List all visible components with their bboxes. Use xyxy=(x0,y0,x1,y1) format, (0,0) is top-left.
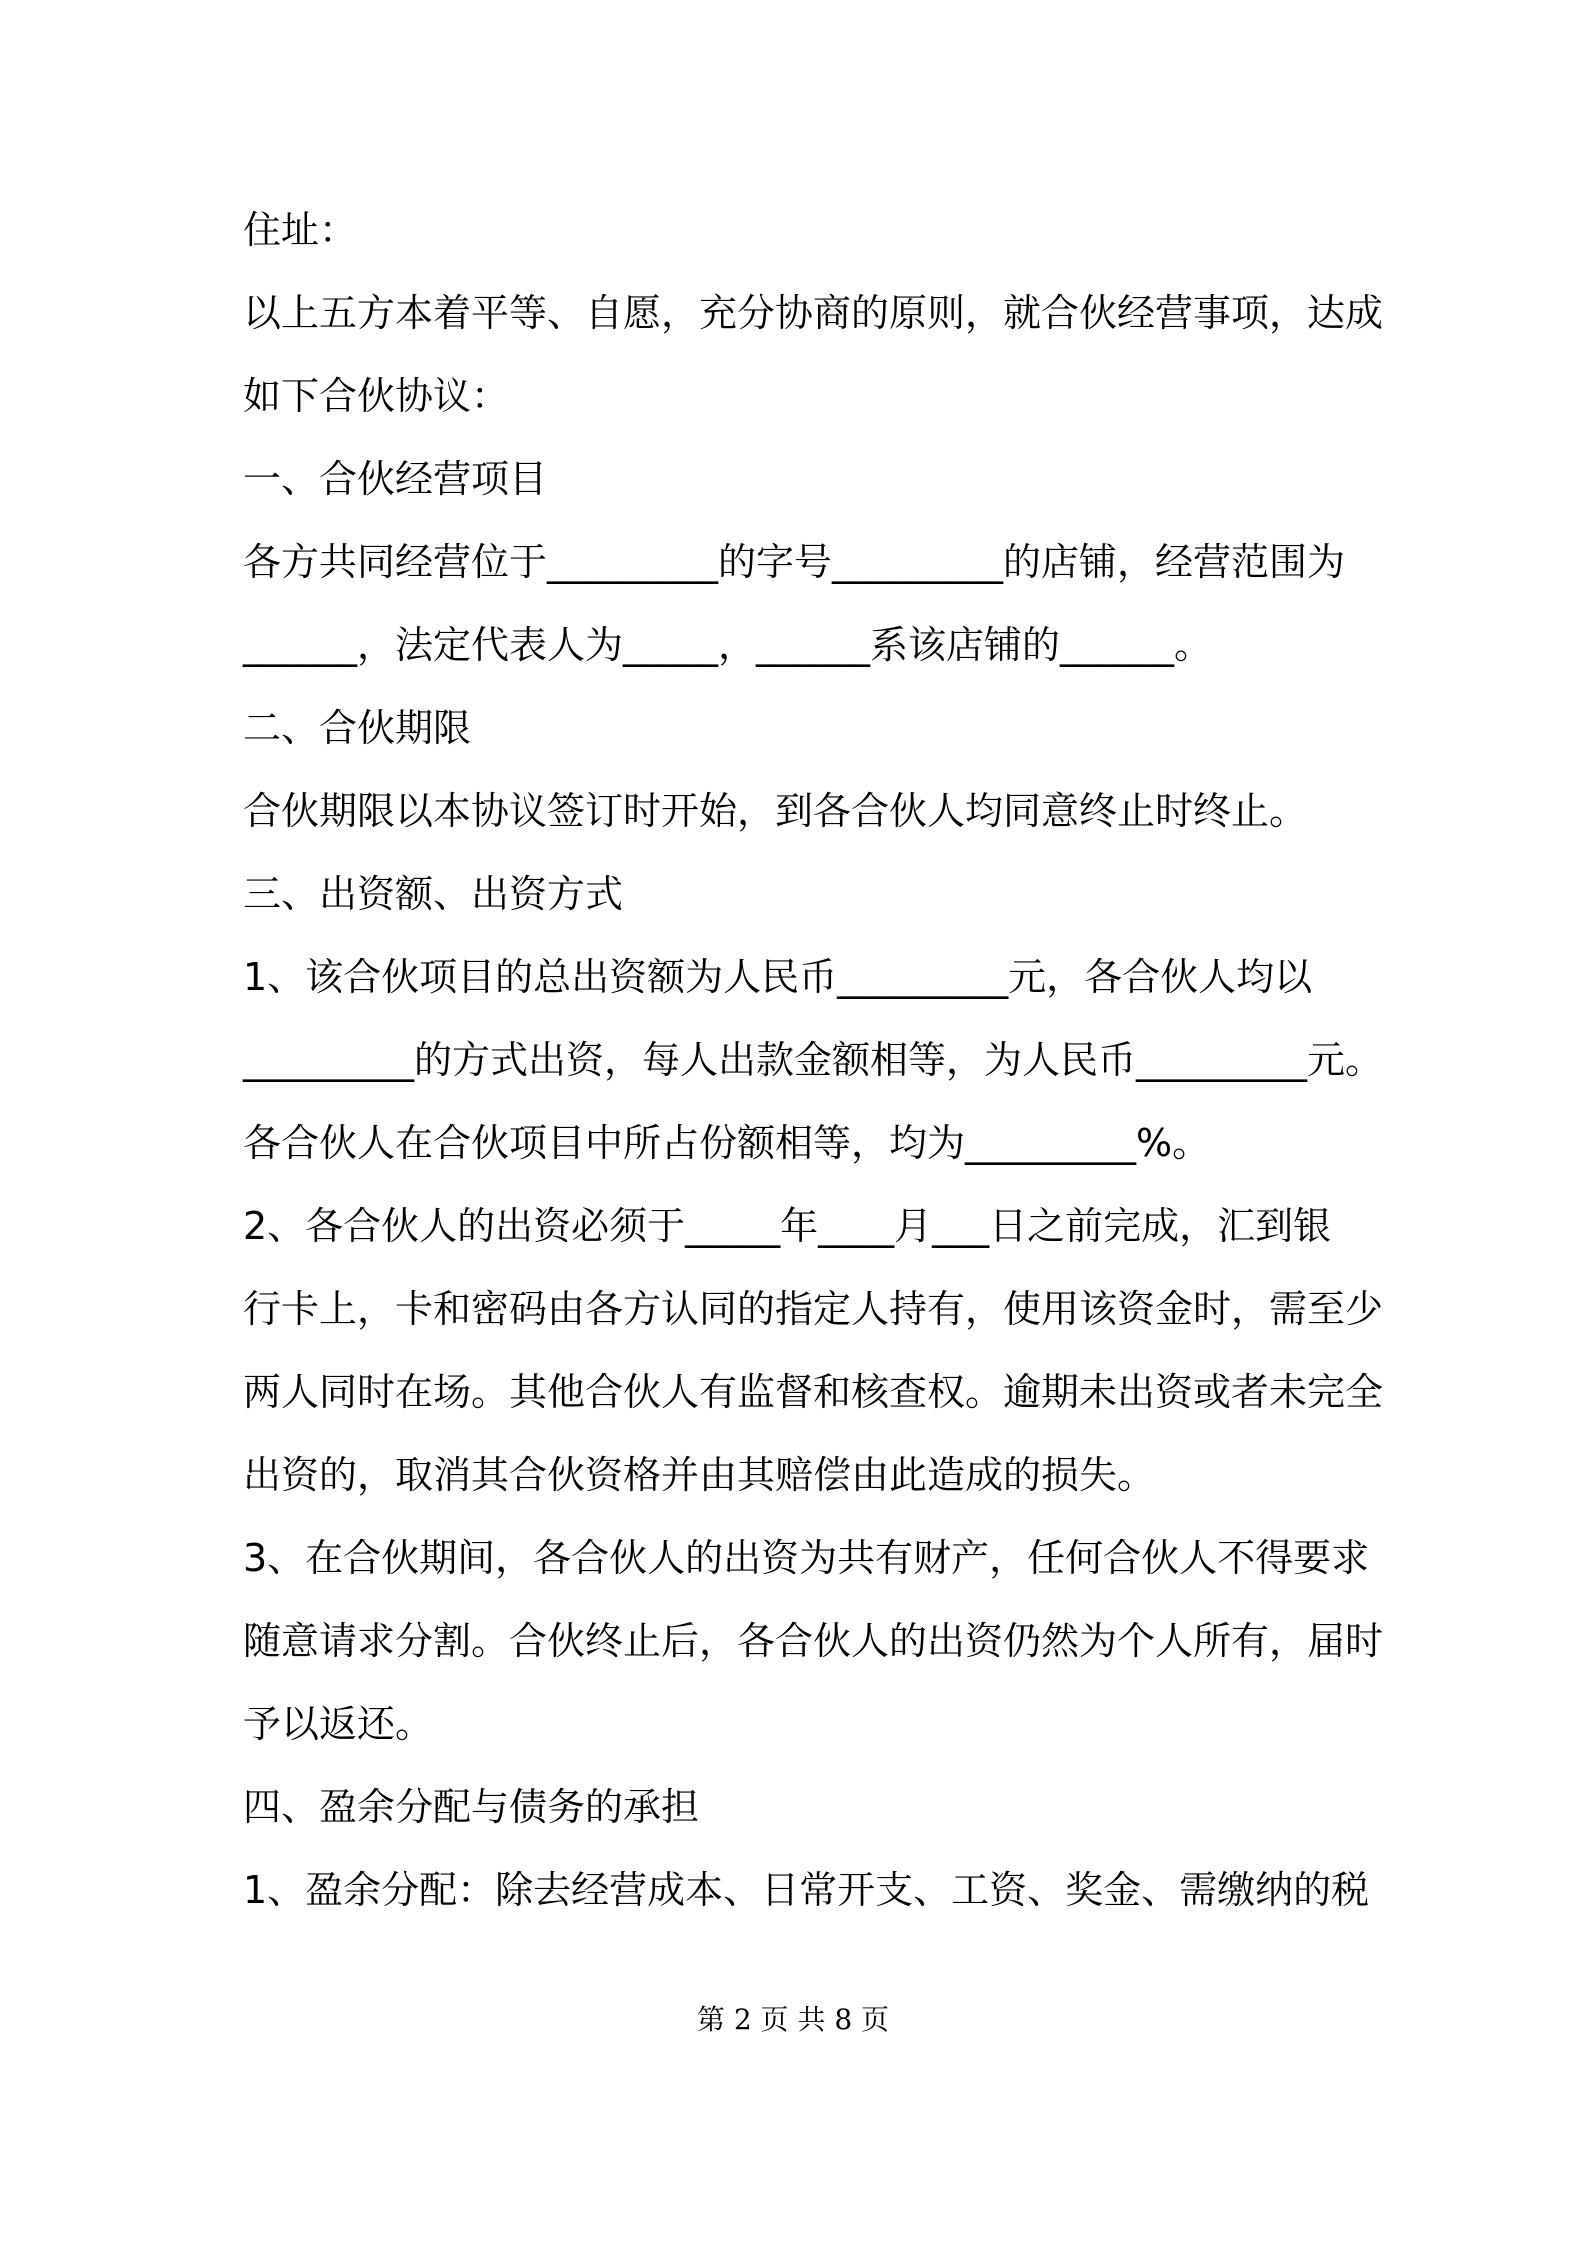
paragraph-line: 各方共同经营位于_________的字号_________的店铺，经营范围为 xyxy=(243,540,1346,584)
preamble-line-2: 如下合伙协议： xyxy=(243,374,510,418)
paragraph-line: 予以返还。 xyxy=(243,1702,434,1746)
paragraph-line: 合伙期限以本协议签订时开始，到各合伙人均同意终止时终止。 xyxy=(243,789,1308,833)
paragraph-line: 3、在合伙期间，各合伙人的出资为共有财产，任何合伙人不得要求 xyxy=(243,1536,1370,1580)
paragraph-line: 两人同时在场。其他合伙人有监督和核查权。逾期未出资或者未完全 xyxy=(243,1370,1384,1414)
paragraph-line: 1、盈余分配：除去经营成本、日常开支、工资、奖金、需缴纳的税 xyxy=(243,1868,1370,1912)
section-heading-4: 四、盈余分配与债务的承担 xyxy=(243,1785,700,1829)
paragraph-line: 1、该合伙项目的总出资额为人民币_________元，各合伙人均以 xyxy=(243,955,1313,999)
paragraph-line: 各合伙人在合伙项目中所占份额相等，均为_________%。 xyxy=(243,1121,1211,1165)
paragraph-line: 行卡上，卡和密码由各方认同的指定人持有，使用该资金时，需至少 xyxy=(243,1287,1384,1331)
paragraph-line: ______，法定代表人为_____，______系该店铺的______。 xyxy=(243,623,1213,667)
paragraph-line: 出资的，取消其合伙资格并由其赔偿由此造成的损失。 xyxy=(243,1453,1156,1497)
paragraph-line: 2、各合伙人的出资必须于_____年____月___日之前完成，汇到银 xyxy=(243,1204,1332,1248)
page-number-footer: 第 2 页 共 8 页 xyxy=(696,2003,890,2036)
preamble-line-1: 以上五方本着平等、自愿，充分协商的原则，就合伙经营事项，达成 xyxy=(243,291,1384,335)
section-heading-3: 三、出资额、出资方式 xyxy=(243,872,624,916)
address-line: 住址： xyxy=(243,208,358,252)
paragraph-line: _________的方式出资，每人出款金额相等，为人民币_________元。 xyxy=(243,1038,1384,1082)
paragraph-line: 随意请求分割。合伙终止后，各合伙人的出资仍然为个人所有，届时 xyxy=(243,1619,1384,1663)
section-heading-1: 一、合伙经营项目 xyxy=(243,457,548,501)
section-heading-2: 二、合伙期限 xyxy=(243,706,472,750)
